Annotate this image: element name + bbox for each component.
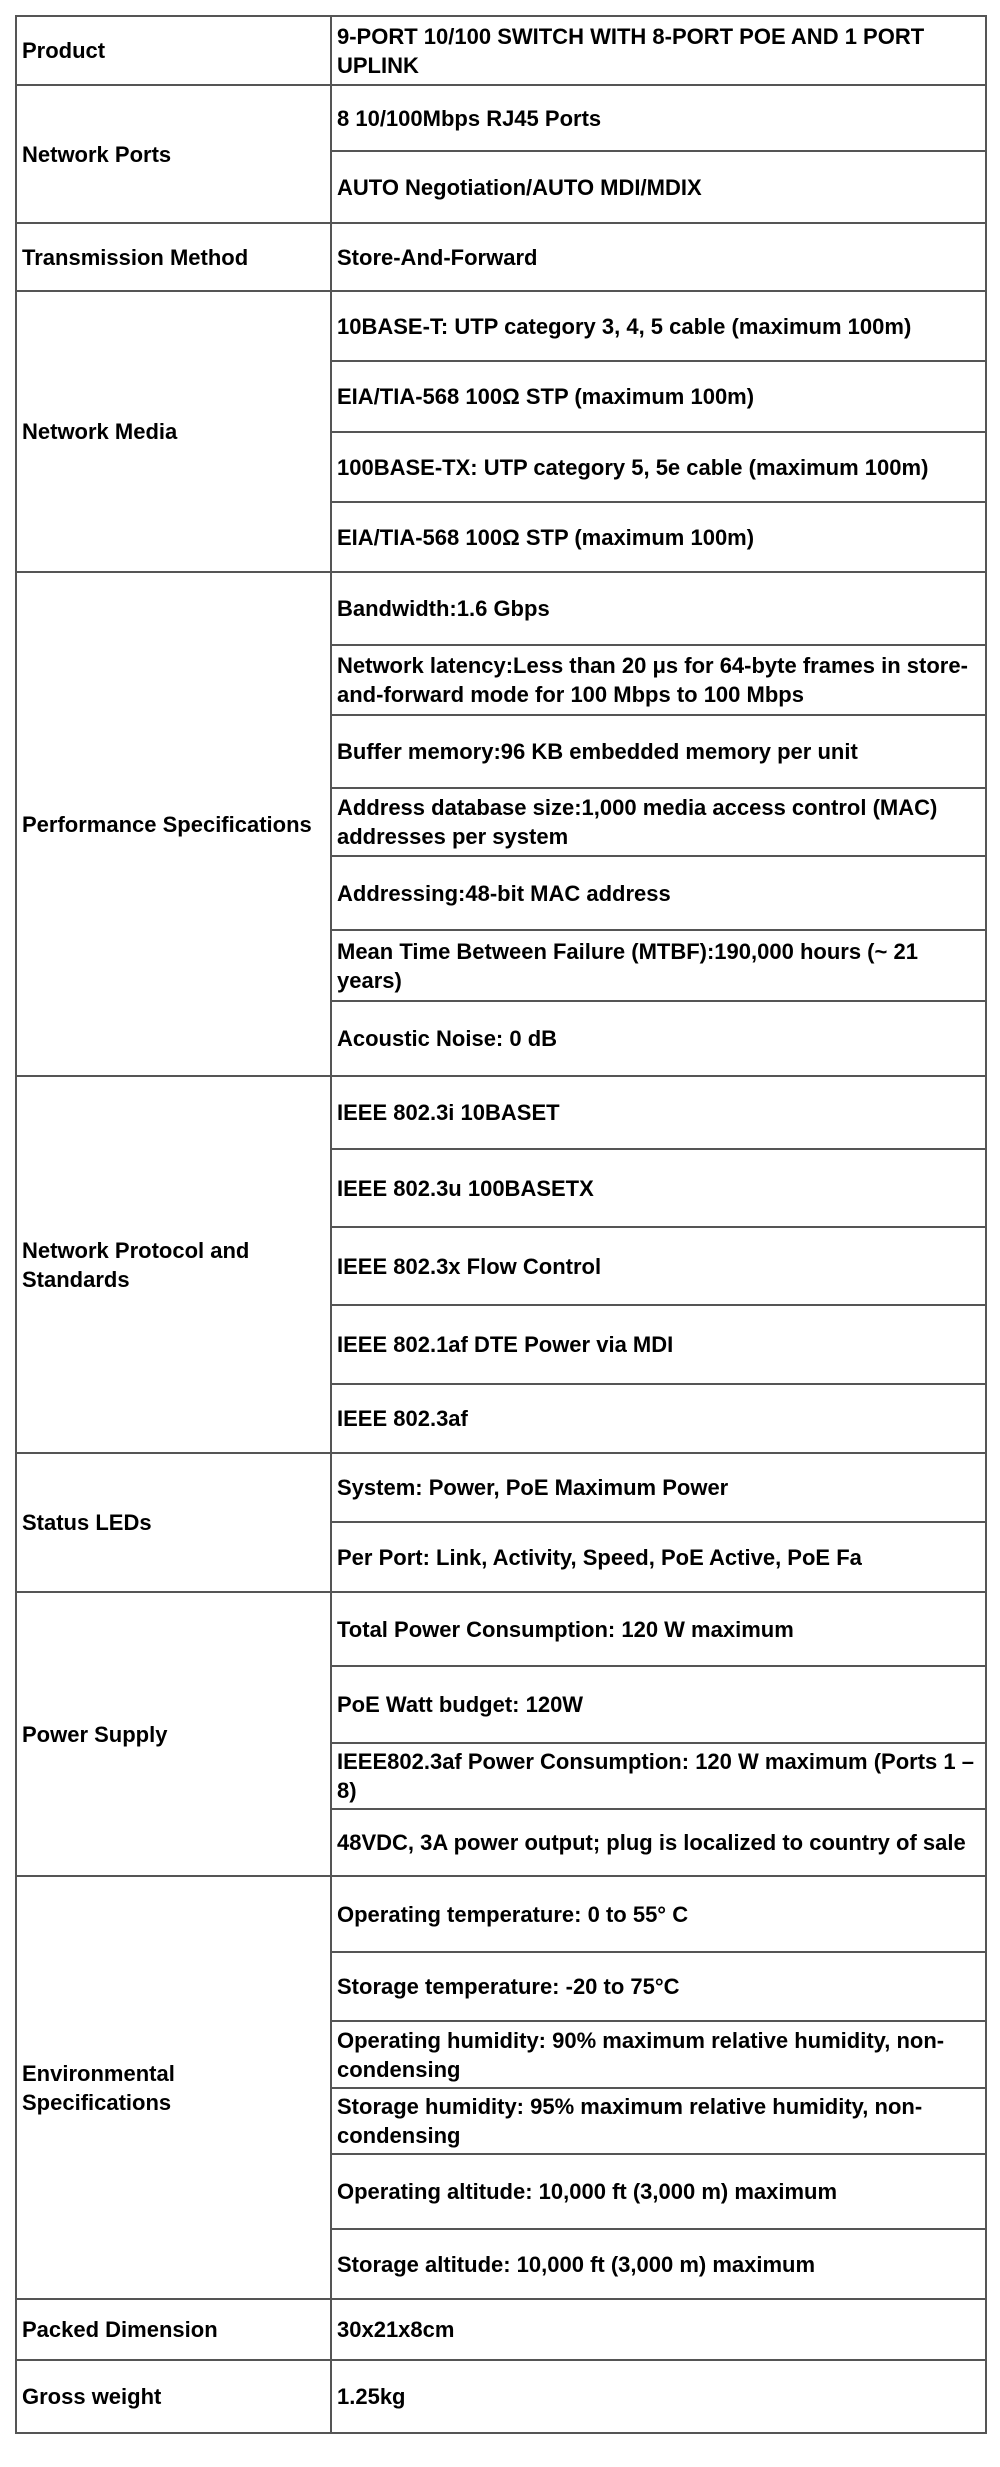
- spec-value: EIA/TIA-568 100Ω STP (maximum 100m): [331, 361, 986, 432]
- spec-value: 10BASE-T: UTP category 3, 4, 5 cable (maximum 100m): [331, 291, 986, 361]
- spec-value: IEEE 802.3u 100BASETX: [331, 1149, 986, 1227]
- spec-row: [16, 1592, 986, 1666]
- spec-label: Environmental Specifications: [16, 1876, 331, 2299]
- spec-value: Total Power Consumption: 120 W maximum: [331, 1592, 986, 1666]
- spec-value: EIA/TIA-568 100Ω STP (maximum 100m): [331, 502, 986, 572]
- spec-label: Performance Specifications: [16, 572, 331, 1076]
- spec-row: [16, 223, 986, 291]
- spec-value: IEEE 802.3af: [331, 1384, 986, 1453]
- spec-value: IEEE 802.3x Flow Control: [331, 1227, 986, 1305]
- spec-value: Operating humidity: 90% maximum relative humidity, non-condensing: [331, 2021, 986, 2088]
- specifications-table: [15, 15, 987, 2434]
- spec-label: Transmission Method: [16, 223, 331, 291]
- spec-row: [16, 1876, 986, 1952]
- specifications-table-body: [16, 16, 986, 2433]
- spec-value: PoE Watt budget: 120W: [331, 1666, 986, 1743]
- spec-row: [16, 572, 986, 645]
- spec-value: AUTO Negotiation/AUTO MDI/MDIX: [331, 151, 986, 223]
- spec-row: [16, 291, 986, 361]
- spec-value: 48VDC, 3A power output; plug is localized to country of sale: [331, 1809, 986, 1876]
- spec-value: 8 10/100Mbps RJ45 Ports: [331, 85, 986, 151]
- spec-value: Operating altitude: 10,000 ft (3,000 m) maximum: [331, 2154, 986, 2229]
- spec-label: Product: [16, 16, 331, 85]
- spec-row: [16, 1453, 986, 1522]
- spec-value: Storage humidity: 95% maximum relative humidity, non-condensing: [331, 2088, 986, 2154]
- spec-value: Addressing:48-bit MAC address: [331, 856, 986, 930]
- spec-sheet: [15, 15, 985, 2434]
- spec-value: 1.25kg: [331, 2360, 986, 2433]
- spec-value: Acoustic Noise: 0 dB: [331, 1001, 986, 1076]
- spec-row: [16, 85, 986, 151]
- spec-value: Address database size:1,000 media access control (MAC) addresses per system: [331, 788, 986, 856]
- spec-label: Network Media: [16, 291, 331, 572]
- spec-value: Network latency:Less than 20 μs for 64-byte frames in store-and-forward mode for 100 Mbps to 100 Mbps: [331, 645, 986, 715]
- spec-label: Status LEDs: [16, 1453, 331, 1592]
- spec-row: [16, 2360, 986, 2433]
- spec-value: 100BASE-TX: UTP category 5, 5e cable (maximum 100m): [331, 432, 986, 502]
- spec-value: System: Power, PoE Maximum Power: [331, 1453, 986, 1522]
- spec-value: Bandwidth:1.6 Gbps: [331, 572, 986, 645]
- spec-value: Store-And-Forward: [331, 223, 986, 291]
- spec-value: IEEE 802.1af DTE Power via MDI: [331, 1305, 986, 1384]
- spec-value: Per Port: Link, Activity, Speed, PoE Active, PoE Fa: [331, 1522, 986, 1592]
- spec-value: Operating temperature: 0 to 55° C: [331, 1876, 986, 1952]
- spec-label: Network Protocol and Standards: [16, 1076, 331, 1453]
- spec-label: Packed Dimension: [16, 2299, 331, 2360]
- spec-label: Gross weight: [16, 2360, 331, 2433]
- spec-row: [16, 2299, 986, 2360]
- spec-value: Storage altitude: 10,000 ft (3,000 m) maximum: [331, 2229, 986, 2299]
- spec-value: Buffer memory:96 KB embedded memory per unit: [331, 715, 986, 788]
- spec-value: Mean Time Between Failure (MTBF):190,000 hours (~ 21 years): [331, 930, 986, 1001]
- spec-label: Power Supply: [16, 1592, 331, 1876]
- spec-value: Storage temperature: -20 to 75°C: [331, 1952, 986, 2021]
- spec-value: IEEE802.3af Power Consumption: 120 W maximum (Ports 1 – 8): [331, 1743, 986, 1809]
- spec-row: [16, 16, 986, 85]
- spec-label: Network Ports: [16, 85, 331, 223]
- spec-row: [16, 1076, 986, 1149]
- spec-value: IEEE 802.3i 10BASET: [331, 1076, 986, 1149]
- spec-value: 9-PORT 10/100 SWITCH WITH 8-PORT POE AND 1 PORT UPLINK: [331, 16, 986, 85]
- spec-value: 30x21x8cm: [331, 2299, 986, 2360]
